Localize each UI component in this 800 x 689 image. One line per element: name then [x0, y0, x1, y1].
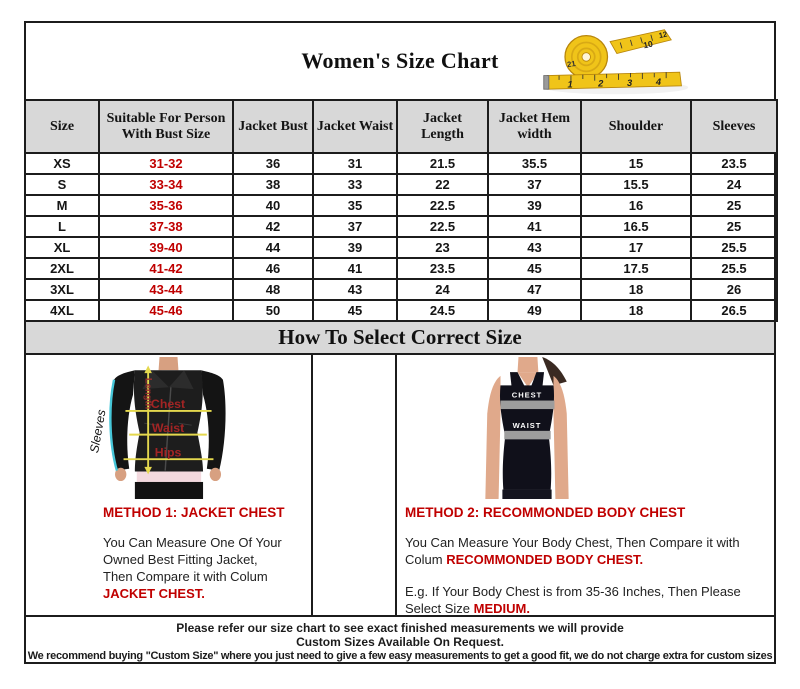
cell-size: 3XL	[25, 279, 99, 300]
cell-shoulder: 15.5	[581, 174, 691, 195]
cell-hem-width: 39	[488, 195, 581, 216]
cell-size: XS	[25, 153, 99, 174]
cell-jacket-bust: 50	[233, 300, 313, 321]
jacket-length-label: Length	[142, 377, 154, 410]
body-measurement-illustration	[447, 357, 607, 499]
svg-text:1: 1	[567, 79, 573, 90]
cell-jacket-length: 23	[397, 237, 488, 258]
cell-hem-width: 35.5	[488, 153, 581, 174]
cell-jacket-waist: 39	[313, 237, 397, 258]
footer-line: We recommend buying "Custom Size" where you just need to give a few easy measurements to get a good fit, we do not charge extra for custom sizes	[27, 650, 773, 662]
cell-size: 2XL	[25, 258, 99, 279]
method2-example-highlight: MEDIUM.	[473, 601, 530, 617]
svg-text:4: 4	[655, 76, 662, 87]
cell-sleeves: 25	[691, 195, 777, 216]
cell-sleeves: 26	[691, 279, 777, 300]
footer-line: Please refer our size chart to see exact finished measurements we will provide	[176, 621, 624, 635]
jacket-measurement-illustration	[81, 357, 256, 499]
jacket-waist-label: Waist	[151, 420, 185, 435]
col-header-jacket-length: Jacket Length	[397, 100, 488, 153]
cell-sleeves: 25.5	[691, 237, 777, 258]
cell-jacket-bust: 46	[233, 258, 313, 279]
col-header-shoulder: Shoulder	[581, 100, 691, 153]
col-header-hem-width: Jacket Hem width	[488, 100, 581, 153]
svg-text:2: 2	[598, 78, 604, 89]
cell-sleeves: 24	[691, 174, 777, 195]
jacket-sleeves-label: Sleeves	[87, 408, 109, 455]
cell-hem-width: 49	[488, 300, 581, 321]
cell-bust-range: 41-42	[99, 258, 233, 279]
method2-title: METHOD 2: RECOMMONDED BODY CHEST	[405, 505, 686, 520]
methods-section	[26, 355, 774, 615]
table-row	[25, 195, 777, 216]
cell-size: 4XL	[25, 300, 99, 321]
method1-highlight: JACKET CHEST.	[103, 586, 205, 602]
cell-jacket-waist: 43	[313, 279, 397, 300]
cell-size: L	[25, 216, 99, 237]
method1-title: METHOD 1: JACKET CHEST	[103, 505, 285, 520]
cell-jacket-length: 24.5	[397, 300, 488, 321]
cell-sleeves: 25.5	[691, 258, 777, 279]
cell-bust-range: 45-46	[99, 300, 233, 321]
cell-jacket-bust: 48	[233, 279, 313, 300]
cell-jacket-waist: 35	[313, 195, 397, 216]
cell-hem-width: 37	[488, 174, 581, 195]
table-row	[25, 279, 777, 300]
cell-jacket-waist: 31	[313, 153, 397, 174]
cell-jacket-bust: 44	[233, 237, 313, 258]
col-header-bust-range: Suitable For Person With Bust Size	[99, 100, 233, 153]
cell-jacket-bust: 42	[233, 216, 313, 237]
cell-size: XL	[25, 237, 99, 258]
size-table-header-row	[25, 100, 777, 153]
cell-jacket-waist: 37	[313, 216, 397, 237]
cell-hem-width: 41	[488, 216, 581, 237]
cell-shoulder: 16	[581, 195, 691, 216]
cell-sleeves: 26.5	[691, 300, 777, 321]
method2-text: You Can Measure Your Body Chest, Then Compare it with Colum	[405, 535, 740, 568]
jacket-chest-label: Chest	[150, 397, 186, 412]
method1-cell	[26, 355, 313, 615]
cell-shoulder: 18	[581, 300, 691, 321]
cell-size: S	[25, 174, 99, 195]
svg-text:3: 3	[627, 77, 633, 88]
tank-waist-label: WAIST	[512, 421, 542, 430]
cell-jacket-length: 23.5	[397, 258, 488, 279]
cell-jacket-length: 22.5	[397, 216, 488, 237]
cell-jacket-waist: 41	[313, 258, 397, 279]
measuring-tape-icon	[522, 28, 710, 96]
cell-jacket-length: 24	[397, 279, 488, 300]
cell-bust-range: 31-32	[99, 153, 233, 174]
cell-jacket-bust: 36	[233, 153, 313, 174]
cell-sleeves: 23.5	[691, 153, 777, 174]
method1-text: You Can Measure One Of Your Owned Best Fitting Jacket, Then Compare it with Colum	[103, 535, 282, 585]
col-header-size: Size	[25, 100, 99, 153]
spacer-cell	[313, 355, 397, 615]
cell-bust-range: 33-34	[99, 174, 233, 195]
table-row	[25, 216, 777, 237]
cell-jacket-length: 22.5	[397, 195, 488, 216]
tank-chest-label: CHEST	[511, 390, 543, 400]
size-table	[24, 99, 778, 322]
table-row	[25, 174, 777, 195]
table-row	[25, 300, 777, 321]
cell-jacket-waist: 33	[313, 174, 397, 195]
footer-line: Custom Sizes Available On Request.	[296, 635, 504, 649]
cell-jacket-length: 22	[397, 174, 488, 195]
cell-shoulder: 15	[581, 153, 691, 174]
cell-shoulder: 17	[581, 237, 691, 258]
cell-hem-width: 43	[488, 237, 581, 258]
svg-text:21: 21	[566, 58, 577, 70]
section-title: How To Select Correct Size	[26, 322, 774, 355]
table-row	[25, 153, 777, 174]
cell-bust-range: 39-40	[99, 237, 233, 258]
col-header-jacket-waist: Jacket Waist	[313, 100, 397, 153]
col-header-sleeves: Sleeves	[691, 100, 777, 153]
cell-hem-width: 45	[488, 258, 581, 279]
cell-jacket-bust: 40	[233, 195, 313, 216]
cell-sleeves: 25	[691, 216, 777, 237]
cell-size: M	[25, 195, 99, 216]
cell-shoulder: 17.5	[581, 258, 691, 279]
method2-description	[405, 534, 774, 568]
method2-example-text: E.g. If Your Body Chest is from 35-36 Inches, Then Please Select Size	[405, 584, 741, 617]
title-bar	[26, 23, 774, 99]
method2-example	[405, 583, 774, 617]
cell-jacket-bust: 38	[233, 174, 313, 195]
method1-description	[103, 534, 285, 603]
cell-hem-width: 47	[488, 279, 581, 300]
cell-bust-range: 43-44	[99, 279, 233, 300]
table-row	[25, 237, 777, 258]
cell-jacket-waist: 45	[313, 300, 397, 321]
cell-jacket-length: 21.5	[397, 153, 488, 174]
cell-bust-range: 35-36	[99, 195, 233, 216]
method2-cell	[397, 355, 774, 615]
footer-note	[26, 615, 774, 661]
cell-bust-range: 37-38	[99, 216, 233, 237]
size-chart-sheet	[24, 21, 776, 664]
cell-shoulder: 18	[581, 279, 691, 300]
page-title: Women's Size Chart	[301, 48, 499, 73]
col-header-jacket-bust: Jacket Bust	[233, 100, 313, 153]
jacket-hips-label: Hips	[154, 445, 182, 460]
cell-shoulder: 16.5	[581, 216, 691, 237]
svg-text:10: 10	[642, 38, 654, 51]
svg-text:12: 12	[657, 29, 669, 41]
table-row	[25, 258, 777, 279]
method2-highlight: RECOMMONDED BODY CHEST.	[446, 552, 644, 568]
